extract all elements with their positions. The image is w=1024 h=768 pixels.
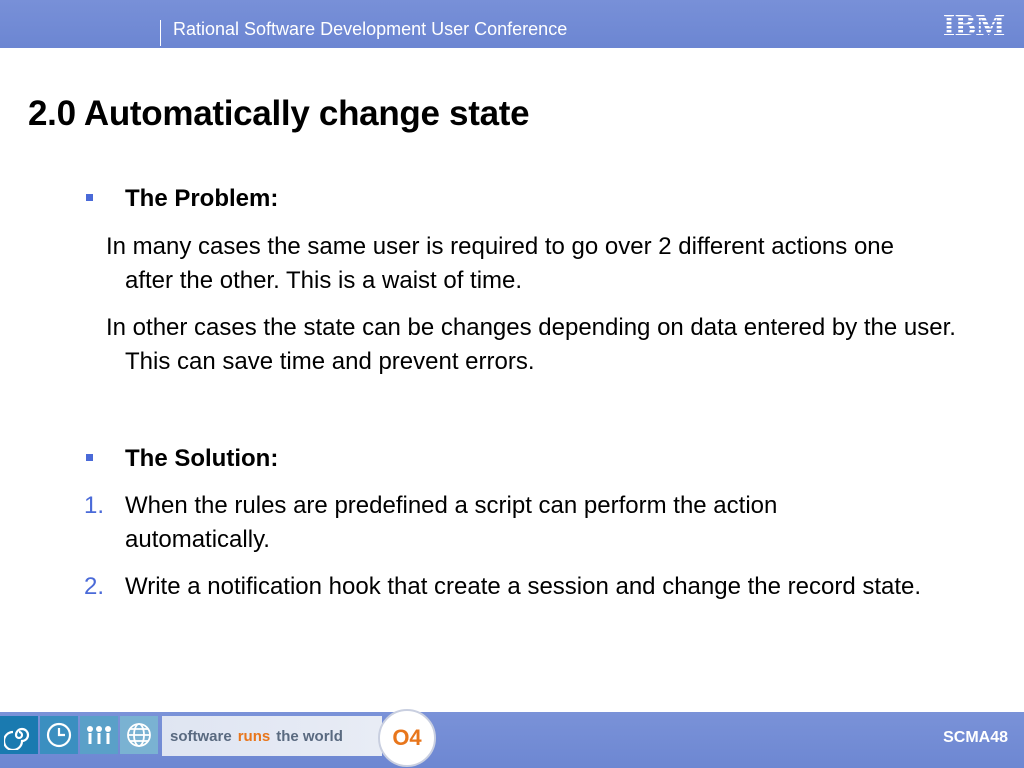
list-number: 2. (84, 573, 105, 600)
tagline-part-software: software (170, 727, 232, 745)
session-code: SCMA48 (943, 729, 1008, 746)
ibm-logo-icon (936, 10, 1012, 38)
clock-icon (40, 716, 78, 754)
svg-text:IBM: IBM (943, 10, 1005, 38)
bullet-square-icon (86, 454, 93, 461)
spiral-icon (0, 716, 38, 754)
problem-paragraph-1: In many cases the same user is required to go over 2 different actions one after the other. This is a waist of time. (106, 233, 894, 294)
solution-item-2: Write a notification hook that create a session and change the record state. (125, 573, 922, 600)
globe-icon (120, 716, 158, 754)
footer-icon-strip (0, 716, 162, 756)
conference-title: Rational Software Development User Conference (173, 19, 568, 39)
o4-badge: O4 (378, 709, 436, 767)
bullet-square-icon (86, 194, 93, 201)
tagline-part-runs: runs (237, 727, 271, 745)
software-runs-the-world-tagline (162, 716, 382, 756)
slide-title: 2.0 Automatically change state (28, 94, 530, 133)
list-number: 1. (84, 492, 105, 519)
problem-heading: The Problem: (125, 185, 279, 212)
problem-paragraph-2: In other cases the state can be changes depending on data entered by the user. This can save time and prevent errors. (106, 314, 956, 375)
people-icon (80, 716, 118, 754)
tagline-part-the-world: the world (276, 727, 343, 745)
solution-heading: The Solution: (125, 445, 279, 472)
solution-item-1: When the rules are predefined a script can perform the action automatically. (125, 492, 778, 553)
header-divider (160, 20, 161, 46)
